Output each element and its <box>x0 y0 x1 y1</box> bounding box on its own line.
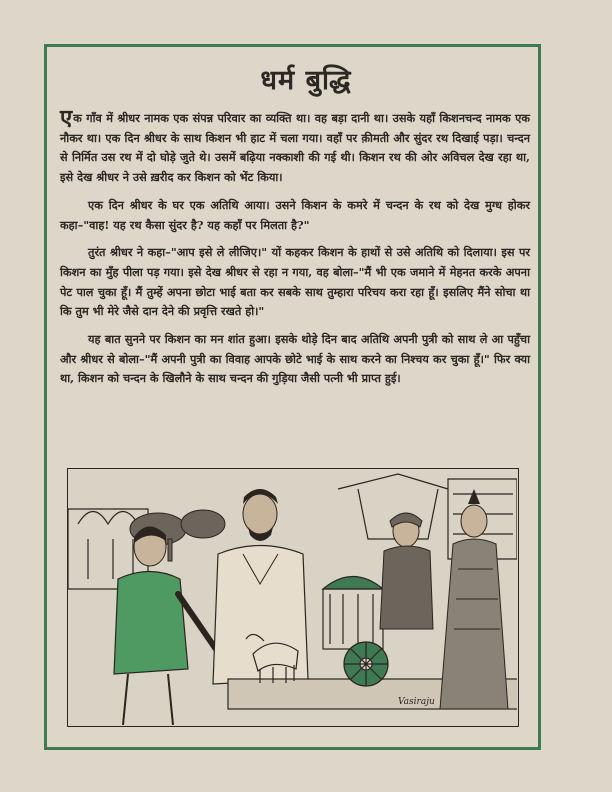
story-illustration <box>67 468 519 727</box>
drop-cap: ए <box>60 105 73 131</box>
illustration-drawing <box>68 469 517 725</box>
paragraph-3: तुरंत श्रीधर ने कहा–"आप इसे ले लीजिए।" यों कहकर किशन के हाथों से उसे अतिथि को दिलाया। इस पर किशन का मुँह पीला पड़ गया। इसे देख श्रीधर से रहा न गया, वह बोला–"मैं भी एक जमाने में मेहनत करके अपना पेट पाल चुका हूँ। मैं तुम्हें अपना छोटा भाई बता कर सबके साथ तुम्हारा परिचय करा रहा हूँ। इसलिए मैंने सोचा था कि तुम भी मेरे जैसे दान देने की प्रवृत्ति रखते हो।" <box>60 245 530 319</box>
story-title: धर्म बुद्धि <box>260 65 352 96</box>
paragraph-1-text: क गाँव में श्रीधर नामक एक संपन्न परिवार का व्यक्ति था। वह बड़ा दानी था। उसके यहाँ किशनचन्द नामक एक नौकर था। एक दिन श्रीधर के साथ किशन भी हाट में चला गया। वहाँ पर क़ीमती और सुंदर रथ दिखाई पड़ा। चन्दन से निर्मित उस रथ में दो घोड़े जुते थे। उसमें बढ़िया नक्काशी की गई थी। किशन रथ की ओर अविचल देख रहा था, इसे देख श्रीधर ने उसे ख़रीद कर किशन को भेंट किया। <box>60 111 530 185</box>
paragraph-4: यह बात सुनने पर किशन का मन शांत हुआ। इसके थोड़े दिन बाद अतिथि अपनी पुत्री को साथ ले आ पहुँचा और श्रीधर से बोला–"मैं अपनी पुत्री का विवाह आपके छोटे भाई के साथ करने का निश्चय कर चुका हूँ।" फिर क्या था, किशन को चन्दन के खिलौने के साथ चन्दन की गुड़िया जैसी पत्नी भी प्राप्त हुई। <box>60 332 530 386</box>
story-body <box>60 105 530 397</box>
paragraph-2: एक दिन श्रीधर के घर एक अतिथि आया। उसने किशन के कमरे में चन्दन के रथ को देख मुग्ध होकर कहा–"वाह! यह रथ कैसा सुंदर है? यह कहाँ पर मिलता है?" <box>60 197 530 232</box>
paragraph-1 <box>60 105 530 188</box>
artist-signature: Vasiraju <box>398 697 435 707</box>
